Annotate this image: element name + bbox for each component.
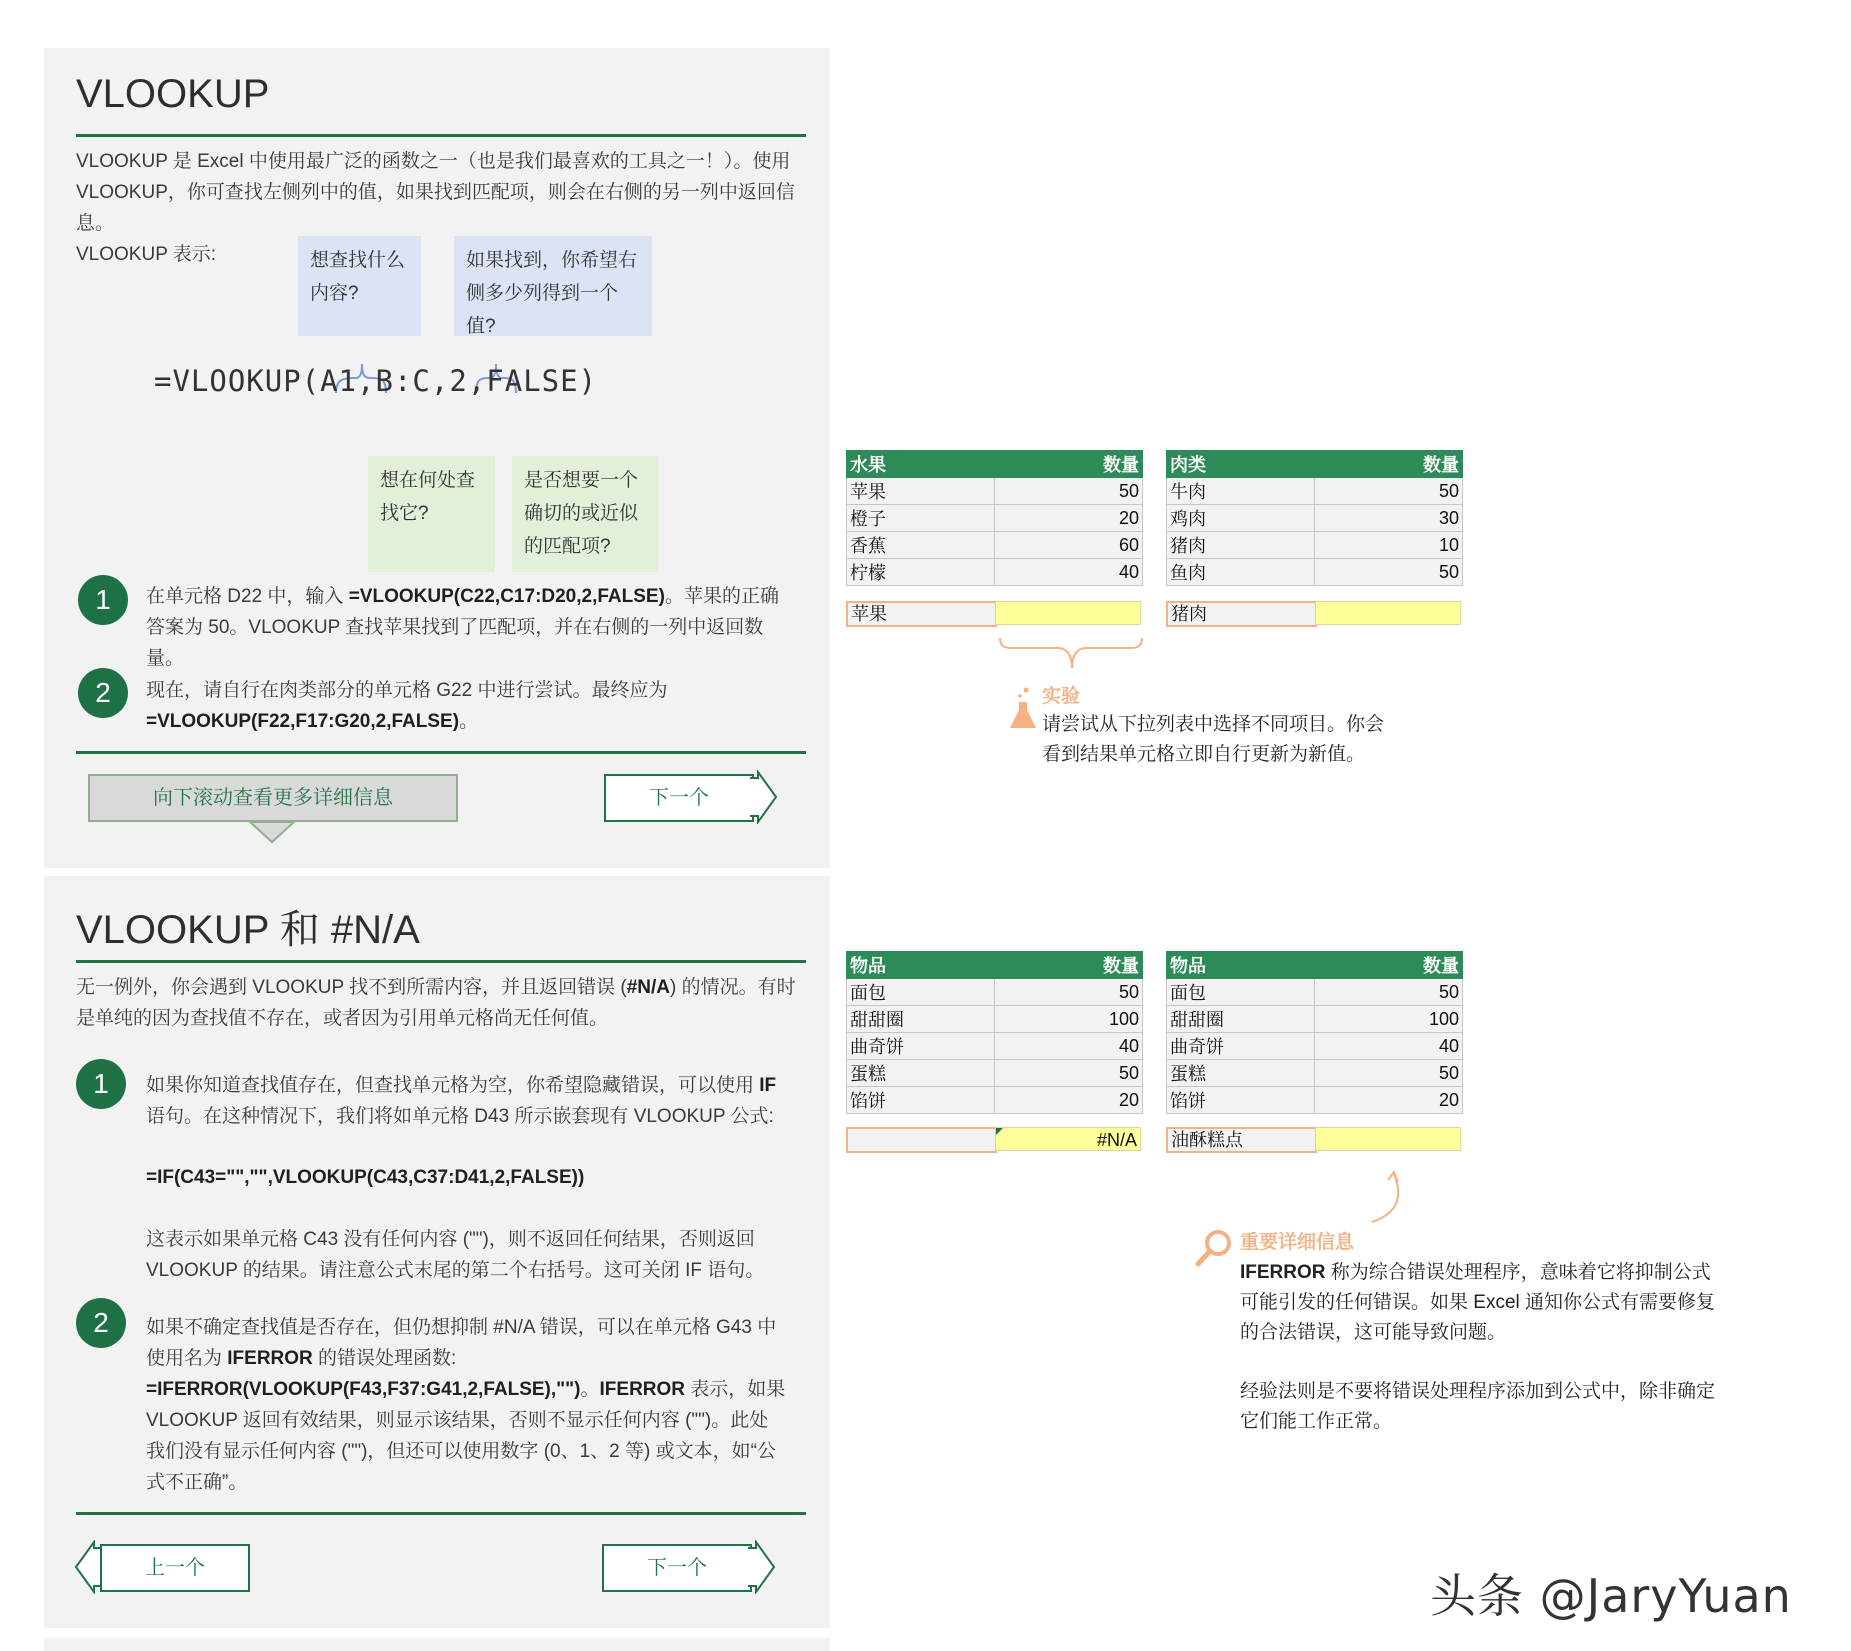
step-2-text: 现在，请自行在肉类部分的单元格 G22 中进行尝试。最终应为 =VLOOKUP(F22,F17:G20,2,FALSE)。 (146, 680, 668, 732)
table-cell[interactable]: 30 (1315, 505, 1463, 532)
items-table-left (846, 951, 1143, 1114)
footer-rule (76, 1512, 806, 1515)
table-cell[interactable]: 10 (1315, 532, 1463, 559)
table-cell[interactable]: 40 (995, 1033, 1143, 1060)
table-row (847, 505, 1143, 532)
fruit-table (846, 450, 1143, 586)
column-header: 数量 (995, 451, 1143, 478)
right-lookup-input[interactable]: 油酥糕点 (1166, 1127, 1317, 1153)
table-row (1167, 532, 1463, 559)
table-cell[interactable]: 20 (1315, 1087, 1463, 1114)
exact-match-bubble: 是否想要一个确切的或近似的匹配项? (512, 456, 658, 572)
table-row (1167, 1060, 1463, 1087)
vlookup-formula: =VLOOKUP(A1,B:C,2,FALSE) (154, 364, 598, 398)
table-cell[interactable]: 牛肉 (1167, 478, 1315, 505)
experiment-brace (996, 636, 1146, 678)
fruit-lookup-row (846, 601, 1142, 625)
meat-table (1166, 450, 1463, 586)
title-rule (76, 960, 806, 963)
items-table-right (1166, 951, 1463, 1114)
column-header: 数量 (1315, 952, 1463, 979)
column-header: 物品 (847, 952, 995, 979)
error-indicator-icon (996, 1128, 1003, 1135)
table-row (847, 1087, 1143, 1114)
table-row (1167, 478, 1463, 505)
table-cell[interactable]: 蛋糕 (1167, 1060, 1315, 1087)
fruit-lookup-input[interactable]: 苹果 (846, 601, 997, 627)
step-1-note: 这表示如果单元格 C43 没有任何内容 ("")，则不返回任何结果，否则返回 VLOOKUP 的结果。请注意公式末尾的第二个右括号。这可关闭 IF 语句。 (146, 1229, 765, 1281)
step-1-formula: =IF(C43="","",VLOOKUP(C43,C37:D41,2,FALSE)) (146, 1167, 585, 1188)
table-cell[interactable]: 20 (995, 1087, 1143, 1114)
next-button[interactable]: 下一个 (602, 1544, 752, 1592)
table-row (1167, 1087, 1463, 1114)
details-curved-arrow (1366, 1168, 1410, 1224)
column-header: 水果 (847, 451, 995, 478)
experiment-text: 请尝试从下拉列表中选择不同项目。你会看到结果单元格立即自行更新为新值。 (1042, 714, 1385, 765)
vlookup-na-panel (44, 876, 830, 1628)
table-row (847, 1033, 1143, 1060)
table-cell[interactable]: 50 (995, 1060, 1143, 1087)
left-lookup-input[interactable] (846, 1127, 997, 1153)
step-1-badge: 1 (76, 1059, 126, 1109)
table-cell[interactable]: 鱼肉 (1167, 559, 1315, 586)
table-row (847, 559, 1143, 586)
table-row (847, 1006, 1143, 1033)
column-header: 数量 (1315, 451, 1463, 478)
table-cell[interactable]: 橙子 (847, 505, 995, 532)
table-cell[interactable]: 50 (1315, 979, 1463, 1006)
table-cell[interactable]: 蛋糕 (847, 1060, 995, 1087)
fruit-result-cell[interactable] (995, 601, 1141, 625)
table-row (847, 532, 1143, 559)
next-arrow-icon (746, 1540, 776, 1594)
intro-text: VLOOKUP 是 Excel 中使用最广泛的函数之一（也是我们最喜欢的工具之一！）。使用 VLOOKUP，你可查找左侧列中的值，如果找到匹配项，则会在右侧的另一列中返回信息。 VLOOKUP 表示: (76, 151, 795, 265)
table-cell[interactable]: 甜甜圈 (1167, 1006, 1315, 1033)
right-result-cell[interactable] (1315, 1127, 1461, 1151)
title-rule (76, 134, 806, 137)
step-1-badge: 1 (78, 575, 128, 625)
next-panel-edge (44, 1638, 830, 1651)
section-title: VLOOKUP (76, 72, 270, 116)
table-cell[interactable]: 50 (1315, 1060, 1463, 1087)
column-header: 物品 (1167, 952, 1315, 979)
what-to-find-bubble: 想查找什么内容? (298, 236, 421, 336)
table-cell[interactable]: 曲奇饼 (1167, 1033, 1315, 1060)
table-cell[interactable]: 50 (995, 478, 1143, 505)
table-cell[interactable]: 50 (1315, 478, 1463, 505)
step-2-badge: 2 (78, 668, 128, 718)
details-title: 重要详细信息 (1240, 1232, 1355, 1253)
flask-icon (1008, 686, 1038, 732)
section-title: VLOOKUP 和 #N/A (76, 908, 420, 952)
table-cell[interactable]: 40 (995, 559, 1143, 586)
table-cell[interactable]: 香蕉 (847, 532, 995, 559)
vlookup-panel (44, 48, 830, 868)
table-cell[interactable]: 20 (995, 505, 1143, 532)
table-cell[interactable]: 柠檬 (847, 559, 995, 586)
table-row (1167, 1033, 1463, 1060)
scroll-down-arrow-icon (248, 820, 296, 846)
prev-button[interactable]: 上一个 (100, 1544, 250, 1592)
column-count-bubble: 如果找到，你希望右侧多少列得到一个值? (454, 236, 652, 336)
table-cell[interactable]: 100 (995, 1006, 1143, 1033)
experiment-title: 实验 (1042, 686, 1081, 707)
next-arrow-icon (748, 770, 778, 824)
next-button[interactable]: 下一个 (604, 774, 754, 822)
intro-text: 无一例外，你会遇到 VLOOKUP 找不到所需内容，并且返回错误 (#N/A) 的情况。有时是单纯的因为查找值不存在，或者因为引用单元格尚无任何值。 (76, 977, 796, 1029)
meat-lookup-input[interactable]: 猪肉 (1166, 601, 1317, 627)
footer-rule (76, 751, 806, 754)
right-lookup-row (1166, 1127, 1462, 1151)
table-row (1167, 979, 1463, 1006)
step-2-text: 如果不确定查找值是否存在，但仍想抑制 #N/A 错误，可以在单元格 G43 中使用名为 IFERROR 的错误处理函数: =IFERROR(VLOOKUP(F43,F37:G41,2,FALSE),"")。IFERROR 表示，如果 VLOOKUP 返回有效结果，则显示该结果，否则不显示任何内容 ("")。此处我们没有显示任何内容 ("")，但还可以使用数字 (0、1、2 等) 或文本，如“公式不正确”。 (146, 1317, 786, 1493)
table-cell[interactable]: 50 (1315, 559, 1463, 586)
magnifier-icon (1194, 1228, 1234, 1268)
step-1-text: 如果你知道查找值存在，但查找单元格为空，你希望隐藏错误，可以使用 IF 语句。在这种情况下，我们将如单元格 D43 所示嵌套现有 VLOOKUP 公式: (146, 1075, 777, 1127)
step-2-badge: 2 (76, 1298, 126, 1348)
watermark: 头条 @JaryYuan (1430, 1569, 1792, 1623)
table-cell[interactable]: 猪肉 (1167, 532, 1315, 559)
table-cell[interactable]: 50 (995, 979, 1143, 1006)
table-row (1167, 505, 1463, 532)
scroll-down-button[interactable]: 向下滚动查看更多详细信息 (88, 774, 458, 822)
table-cell[interactable]: 馅饼 (847, 1087, 995, 1114)
left-lookup-row (846, 1127, 1142, 1151)
table-cell[interactable]: 曲奇饼 (847, 1033, 995, 1060)
table-cell[interactable]: 鸡肉 (1167, 505, 1315, 532)
details-text-2: 经验法则是不要将错误处理程序添加到公式中，除非确定它们能工作正常。 (1240, 1381, 1716, 1432)
table-row (847, 979, 1143, 1006)
details-text-1: IFERROR 称为综合错误处理程序，意味着它将抑制公式可能引发的任何错误。如果 Excel 通知你公式有需要修复的合法错误，这可能导致问题。 (1240, 1262, 1716, 1343)
table-cell[interactable]: 100 (1315, 1006, 1463, 1033)
meat-lookup-row (1166, 601, 1462, 625)
meat-result-cell[interactable] (1315, 601, 1461, 625)
column-header: 数量 (995, 952, 1143, 979)
column-header: 肉类 (1167, 451, 1315, 478)
table-cell[interactable]: 甜甜圈 (847, 1006, 995, 1033)
table-cell[interactable]: 面包 (1167, 979, 1315, 1006)
table-cell[interactable]: 馅饼 (1167, 1087, 1315, 1114)
table-row (1167, 559, 1463, 586)
table-row (847, 1060, 1143, 1087)
table-cell[interactable]: 60 (995, 532, 1143, 559)
step-1-text: 在单元格 D22 中，输入 =VLOOKUP(C22,C17:D20,2,FALSE)。苹果的正确答案为 50。VLOOKUP 查找苹果找到了匹配项，并在右侧的一列中返回数量。 (146, 586, 779, 669)
table-row (847, 478, 1143, 505)
table-cell[interactable]: 面包 (847, 979, 995, 1006)
left-result-cell[interactable]: #N/A (995, 1127, 1141, 1151)
where-to-find-bubble: 想在何处查找它? (368, 456, 495, 572)
table-row (1167, 1006, 1463, 1033)
table-cell[interactable]: 40 (1315, 1033, 1463, 1060)
table-cell[interactable]: 苹果 (847, 478, 995, 505)
